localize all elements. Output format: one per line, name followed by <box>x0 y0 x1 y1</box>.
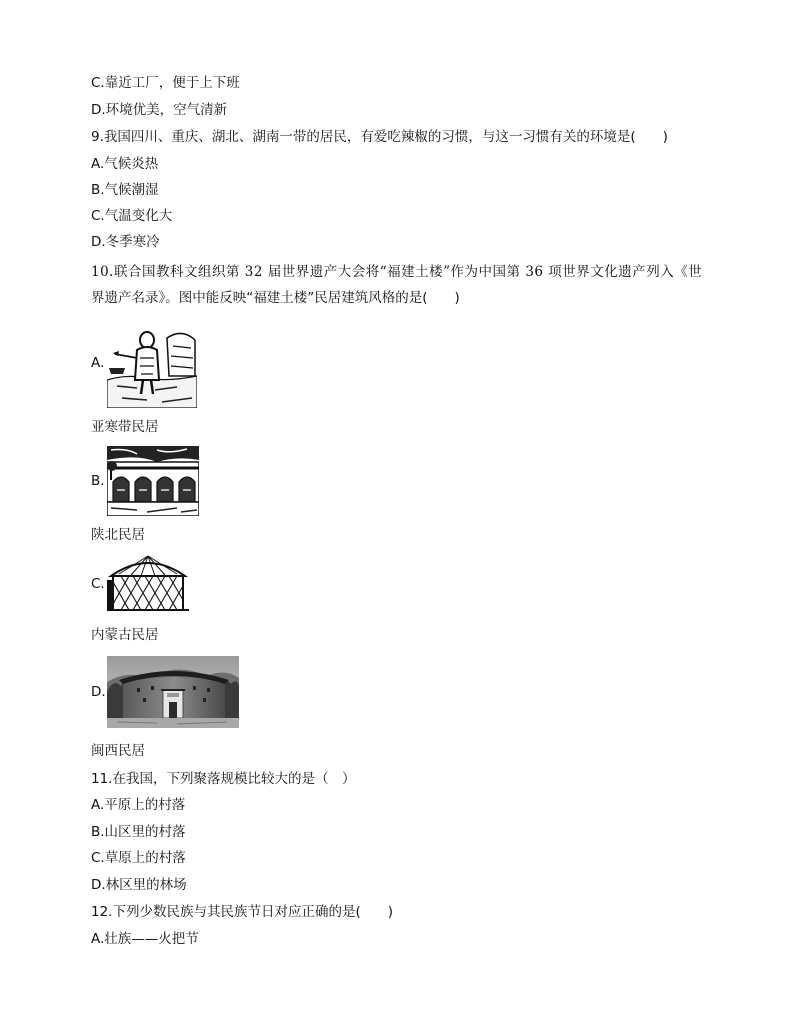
q10-option-b-caption: 陕北民居 <box>91 527 145 543</box>
q10-option-a-letter: A. <box>91 355 105 371</box>
q10-option-a-caption: 亚寒带民居 <box>91 419 159 435</box>
q10-option-c-letter: C. <box>91 576 105 592</box>
q10-stem-line-1: 10.联合国教科文组织第 32 届世界遗产大会将“福建土楼”作为中国第 36 项世界文化遗产列入《世 <box>91 264 703 280</box>
q8-option-c: C.靠近工厂，便于上下班 <box>91 75 240 91</box>
q9-option-c: C.气温变化大 <box>91 208 173 224</box>
q8-option-d: D.环境优美，空气清新 <box>91 102 228 118</box>
q11-option-b: B.山区里的村落 <box>91 824 186 840</box>
q11-option-c: C.草原上的村落 <box>91 850 186 866</box>
q11-option-a: A.平原上的村落 <box>91 797 186 813</box>
q11-stem: 11.在我国，下列聚落规模比较大的是（ ） <box>91 771 356 787</box>
q11-option-d: D.林区里的林场 <box>91 877 187 893</box>
q10-stem-line-2: 界遗产名录》。图中能反映“福建土楼”民居建筑风格的是( ) <box>91 290 460 306</box>
q10-option-d-letter: D. <box>91 684 106 700</box>
q12-stem: 12.下列少数民族与其民族节日对应正确的是( ) <box>91 904 394 920</box>
q9-option-b: B.气候潮湿 <box>91 182 159 198</box>
q10-option-c-caption: 内蒙古民居 <box>91 627 159 643</box>
q9-option-d: D.冬季寒冷 <box>91 234 160 250</box>
q10-option-d <box>91 656 239 728</box>
mongolian-yurt-picture <box>107 552 189 616</box>
shaanbei-cave-dwelling-picture <box>107 446 199 516</box>
q10-option-d-caption: 闽西民居 <box>91 743 145 759</box>
q9-stem: 9.我国四川、重庆、湖北、湖南一带的居民，有爱吃辣椒的习惯，与这一习惯有关的环境是( ) <box>91 129 668 145</box>
q12-option-a: A.壮族——火把节 <box>91 931 199 947</box>
subarctic-dwelling-picture <box>107 318 197 408</box>
q10-option-b-letter: B. <box>91 473 105 489</box>
q9-option-a: A.气候炎热 <box>91 156 159 172</box>
q10-option-c <box>91 552 189 616</box>
q10-option-a <box>91 318 197 408</box>
fujian-tulou-picture <box>107 656 239 728</box>
q10-option-b <box>91 446 199 516</box>
